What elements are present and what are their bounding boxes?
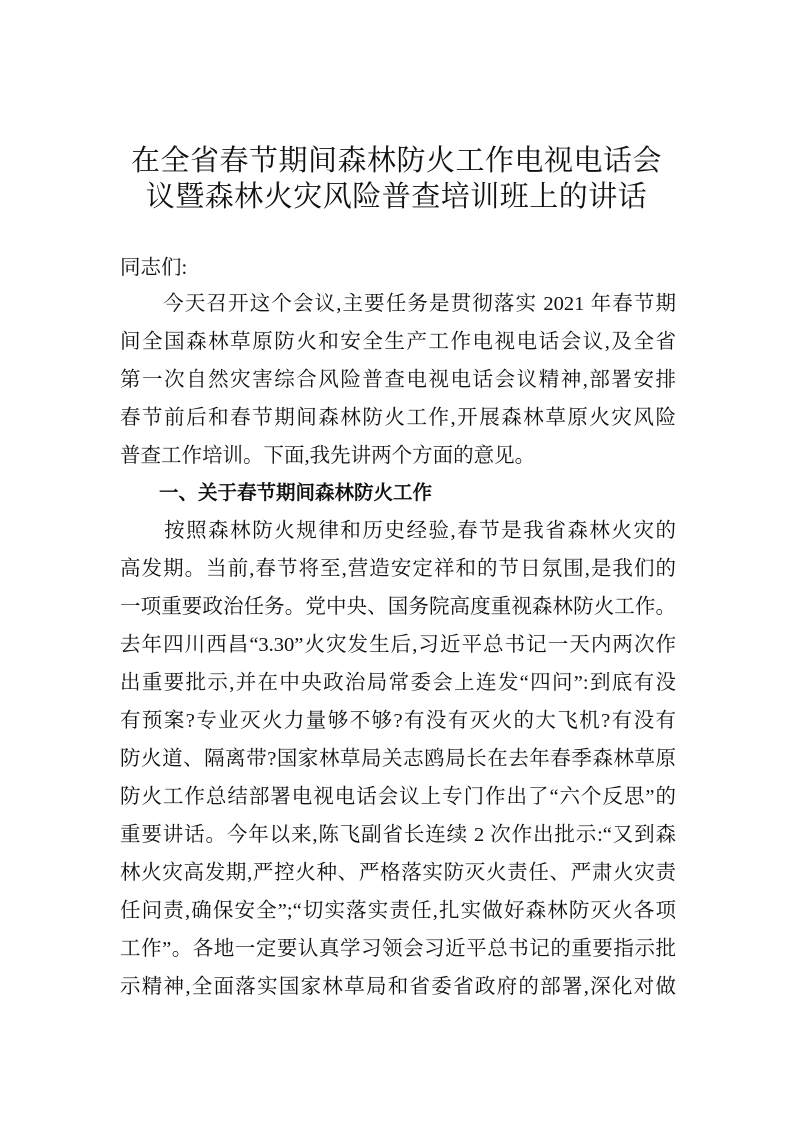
paragraph-line: 春节前后和春节期间森林防火工作,开展森林草原火灾风险 — [120, 407, 676, 429]
paragraph-line: 去年四川西昌“3.30”火灾发生后,习近平总书记一天内两次作 — [120, 634, 676, 656]
paragraph-line: 第一次自然灾害综合风险普查电视电话会议精神,部署安排 — [120, 369, 676, 391]
paragraph-line: 有预案?专业灭火力量够不够?有没有灭火的大飞机?有没有 — [120, 710, 676, 732]
salutation: 同志们: — [120, 257, 188, 279]
paragraph-line: 防火道、隔离带?国家林草局关志鸥局长在去年春季森林草原 — [120, 748, 676, 770]
paragraph-line: 任问责,确保安全”;“切实落实责任,扎实做好森林防灭火各项 — [120, 900, 676, 922]
paragraph-line: 防火工作总结部署电视电话会议上专门作出了“六个反思”的 — [120, 786, 676, 808]
paragraph-line: 林火灾高发期,严控火种、严格落实防灭火责任、严肃火灾责 — [120, 862, 676, 884]
paragraph-line: 普查工作培训。下面,我先讲两个方面的意见。 — [120, 445, 536, 467]
document-title-line-2: 议暨森林火灾风险普查培训班上的讲话 — [145, 179, 648, 213]
section-heading: 一、关于春节期间森林防火工作 — [120, 481, 433, 504]
paragraph-line: 重要讲话。今年以来,陈飞副省长连续 2 次作出批示:“又到森 — [120, 824, 676, 846]
paragraph-line: 一项重要政治任务。党中央、国务院高度重视森林防火工作。 — [120, 596, 676, 618]
paragraph-line: 按照森林防火规律和历史经验,春节是我省森林火灾的 — [120, 520, 676, 542]
paragraph-line: 今天召开这个会议,主要任务是贯彻落实 2021 年春节期 — [120, 293, 676, 315]
document-title-line-1: 在全省春节期间森林防火工作电视电话会 — [130, 143, 662, 177]
paragraph-line: 出重要批示,并在中央政治局常委会上连发“四问”:到底有没 — [120, 672, 676, 694]
paragraph-line: 示精神,全面落实国家林草局和省委省政府的部署,深化对做 — [120, 976, 676, 998]
paragraph-line: 高发期。当前,春节将至,营造安定祥和的节日氛围,是我们的 — [120, 558, 676, 580]
paragraph-line: 工作”。各地一定要认真学习领会习近平总书记的重要指示批 — [120, 938, 676, 960]
paragraph-line: 间全国森林草原防火和安全生产工作电视电话会议,及全省 — [120, 331, 676, 353]
